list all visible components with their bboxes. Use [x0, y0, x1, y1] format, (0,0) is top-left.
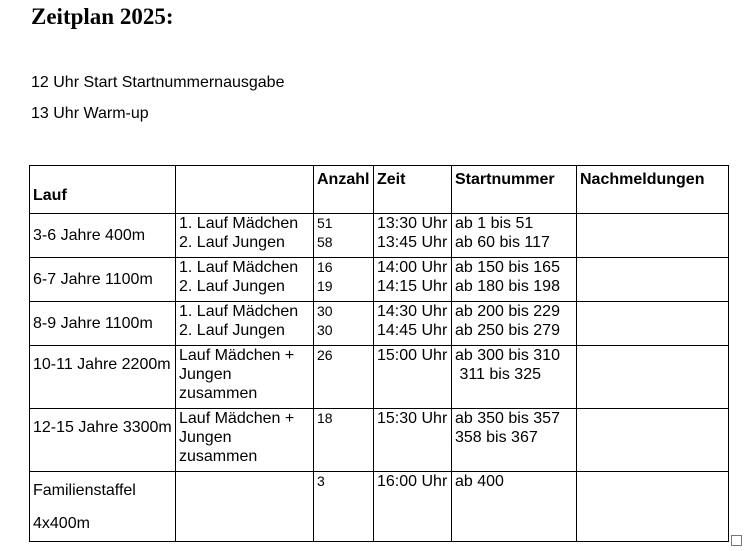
cell-anzahl: 18 — [314, 409, 374, 472]
page-title: Zeitplan 2025: — [31, 4, 174, 29]
table-row — [30, 258, 729, 302]
cell-gruppe: 1. Lauf Mädchen 2. Lauf Jungen — [176, 214, 314, 258]
cell-nachmeldungen — [577, 214, 729, 258]
table-row — [30, 346, 729, 409]
cell-lauf: 3-6 Jahre 400m — [30, 214, 176, 258]
cell-nachmeldungen — [577, 472, 729, 542]
table-row — [30, 302, 729, 346]
header-gruppe — [176, 166, 314, 214]
cell-startnummer: ab 1 bis 51 ab 60 bis 117 — [452, 214, 577, 258]
cell-nachmeldungen — [577, 302, 729, 346]
cell-gruppe: 1. Lauf Mädchen 2. Lauf Jungen — [176, 302, 314, 346]
schedule-line-start: 12 Uhr Start Startnummernausgabe — [31, 74, 285, 91]
cell-startnummer: ab 400 — [452, 472, 577, 542]
cell-lauf: 8-9 Jahre 1100m — [30, 302, 176, 346]
table-header-row — [30, 166, 729, 214]
cell-nachmeldungen — [577, 409, 729, 472]
cell-zeit: 16:00 Uhr — [374, 472, 452, 542]
cell-gruppe: Lauf Mädchen + Jungen zusammen — [176, 409, 314, 472]
table-row — [30, 409, 729, 472]
header-startnummer: Startnummer — [452, 166, 577, 214]
cell-zeit: 14:00 Uhr 14:15 Uhr — [374, 258, 452, 302]
cell-startnummer: ab 200 bis 229 ab 250 bis 279 — [452, 302, 577, 346]
cell-zeit: 13:30 Uhr 13:45 Uhr — [374, 214, 452, 258]
cell-anzahl: 26 — [314, 346, 374, 409]
cell-nachmeldungen — [577, 346, 729, 409]
header-zeit: Zeit — [374, 166, 452, 214]
schedule-table — [29, 165, 729, 542]
cell-lauf: 6-7 Jahre 1100m — [30, 258, 176, 302]
cell-anzahl: 30 30 — [314, 302, 374, 346]
cell-lauf: 12-15 Jahre 3300m — [30, 409, 176, 472]
header-nachmeldungen: Nachmeldungen — [577, 166, 729, 214]
cell-lauf: 10-11 Jahre 2200m — [30, 346, 176, 409]
cell-nachmeldungen — [577, 258, 729, 302]
table-row — [30, 472, 729, 542]
cell-zeit: 15:00 Uhr — [374, 346, 452, 409]
cell-startnummer: ab 150 bis 165 ab 180 bis 198 — [452, 258, 577, 302]
cell-anzahl: 51 58 — [314, 214, 374, 258]
cell-lauf: Familienstaffel 4x400m — [30, 472, 176, 542]
cell-anzahl: 16 19 — [314, 258, 374, 302]
cell-gruppe: Lauf Mädchen + Jungen zusammen — [176, 346, 314, 409]
header-lauf: Lauf — [30, 166, 176, 214]
cell-zeit: 15:30 Uhr — [374, 409, 452, 472]
table-row — [30, 214, 729, 258]
cell-zeit: 14:30 Uhr 14:45 Uhr — [374, 302, 452, 346]
cell-anzahl: 3 — [314, 472, 374, 542]
cell-startnummer: ab 350 bis 357 358 bis 367 — [452, 409, 577, 472]
schedule-line-warmup: 13 Uhr Warm-up — [31, 105, 149, 122]
cell-gruppe — [176, 472, 314, 542]
resize-handle[interactable] — [731, 535, 742, 546]
cell-gruppe: 1. Lauf Mädchen 2. Lauf Jungen — [176, 258, 314, 302]
cell-startnummer: ab 300 bis 310 311 bis 325 — [452, 346, 577, 409]
header-anzahl: Anzahl — [314, 166, 374, 214]
